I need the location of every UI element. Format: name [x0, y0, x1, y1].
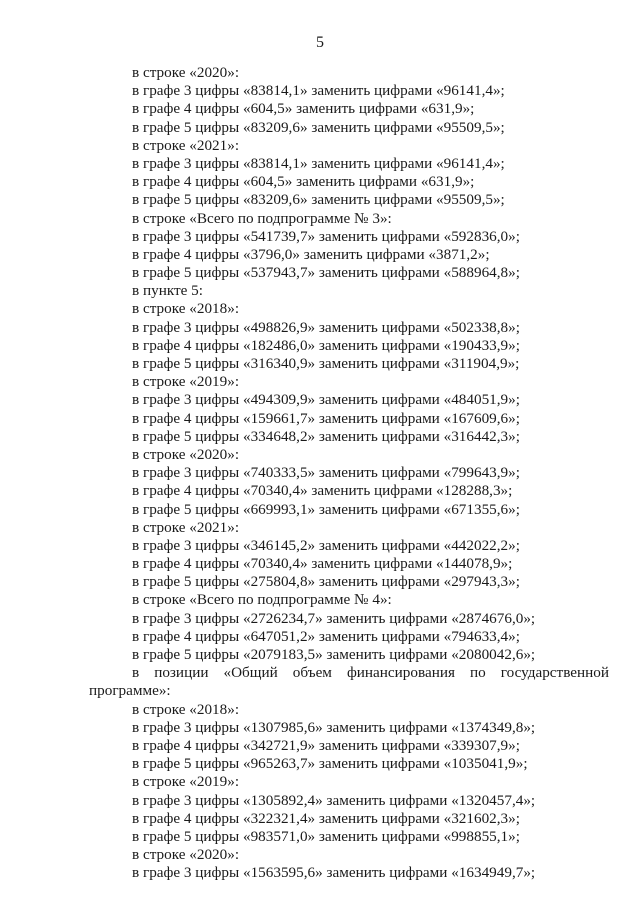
- amendment-line: в графе 4 цифры «70340,4» заменить цифрами «144078,9»;: [132, 555, 513, 573]
- amendment-line: в графе 4 цифры «70340,4» заменить цифрами «128288,3»;: [132, 482, 513, 500]
- amendment-line: в графе 3 цифры «346145,2» заменить цифрами «442022,2»;: [132, 536, 520, 554]
- amendment-line: в графе 3 цифры «541739,7» заменить цифрами «592836,0»;: [132, 227, 520, 245]
- amendment-line: в графе 4 цифры «342721,9» заменить цифрами «339307,9»;: [132, 736, 520, 754]
- amendment-line: в графе 4 цифры «647051,2» заменить цифрами «794633,4»;: [132, 627, 520, 645]
- amendment-line: в графе 4 цифры «322321,4» заменить цифрами «321602,3»;: [132, 809, 520, 827]
- amendment-line: в графе 5 цифры «275804,8» заменить цифрами «297943,3»;: [132, 573, 520, 591]
- amendment-line: в графе 3 цифры «1305892,4» заменить цифрами «1320457,4»;: [132, 791, 536, 809]
- amendment-line: в строке «2018»:: [132, 300, 240, 318]
- amendment-line: в строке «Всего по подпрограмме № 4»:: [132, 591, 392, 609]
- position-paragraph: в позиции «Общий объем финансирования по государственной: [132, 664, 609, 682]
- document-body: [89, 64, 609, 882]
- amendment-line: в графе 5 цифры «2079183,5» заменить цифрами «2080042,6»;: [132, 646, 536, 663]
- amendment-line: в строке «2020»:: [132, 64, 240, 81]
- amendment-line: в графе 5 цифры «334648,2» заменить цифрами «316442,3»;: [132, 427, 520, 445]
- amendment-line: в графе 4 цифры «3796,0» заменить цифрами «3871,2»;: [132, 245, 490, 263]
- amendment-line: в графе 5 цифры «983571,0» заменить цифрами «998855,1»;: [132, 827, 520, 845]
- position-paragraph-continuation: программе»:: [89, 682, 171, 700]
- amendment-line: в строке «2020»:: [132, 445, 240, 463]
- amendment-line: в графе 5 цифры «83209,6» заменить цифрами «95509,5»;: [132, 191, 505, 209]
- amendment-line: в графе 3 цифры «1563595,6» заменить цифрами «1634949,7»;: [132, 864, 536, 882]
- page-number: 5: [316, 34, 324, 51]
- amendment-line: в графе 5 цифры «537943,7» заменить цифрами «588964,8»;: [132, 264, 520, 282]
- amendment-line: в графе 3 цифры «1307985,6» заменить цифрами «1374349,8»;: [132, 718, 536, 736]
- amendment-line: в графе 3 цифры «83814,1» заменить цифрами «96141,4»;: [132, 82, 505, 100]
- amendment-line: в графе 3 цифры «83814,1» заменить цифрами «96141,4»;: [132, 154, 505, 172]
- amendment-line: в строке «Всего по подпрограмме № 3»:: [132, 209, 392, 227]
- amendment-line: в графе 4 цифры «604,5» заменить цифрами «631,9»;: [132, 173, 475, 191]
- amendment-line: в строке «2021»:: [132, 518, 240, 536]
- amendment-line: в строке «2020»:: [132, 846, 240, 864]
- amendment-line: в графе 5 цифры «316340,9» заменить цифрами «311904,9»;: [132, 355, 520, 372]
- amendment-line: в графе 3 цифры «2726234,7» заменить цифрами «2874676,0»;: [132, 609, 536, 627]
- amendment-line: в строке «2019»:: [132, 373, 240, 391]
- amendment-line: в графе 5 цифры «669993,1» заменить цифрами «671355,6»;: [132, 500, 520, 518]
- amendment-line: в графе 3 цифры «740333,5» заменить цифрами «799643,9»;: [132, 464, 520, 482]
- amendment-line: в строке «2021»:: [132, 136, 240, 154]
- amendment-line: в графе 3 цифры «494309,9» заменить цифрами «484051,9»;: [132, 391, 520, 409]
- amendment-line: в пункте 5:: [132, 282, 203, 300]
- amendment-line: в строке «2018»:: [132, 700, 240, 718]
- amendment-line: в графе 5 цифры «83209,6» заменить цифрами «95509,5»;: [132, 118, 505, 136]
- amendment-line: в графе 3 цифры «498826,9» заменить цифрами «502338,8»;: [132, 318, 520, 336]
- amendment-list-continued: [89, 701, 609, 883]
- amendment-line: в графе 4 цифры «159661,7» заменить цифрами «167609,6»;: [132, 409, 520, 427]
- amendment-line: в строке «2019»:: [132, 773, 240, 791]
- amendment-line: в графе 4 цифры «604,5» заменить цифрами «631,9»;: [132, 100, 475, 118]
- amendment-line: в графе 5 цифры «965263,7» заменить цифрами «1035041,9»;: [132, 755, 528, 773]
- amendment-list: [89, 64, 609, 664]
- amendment-line: в графе 4 цифры «182486,0» заменить цифрами «190433,9»;: [132, 336, 520, 354]
